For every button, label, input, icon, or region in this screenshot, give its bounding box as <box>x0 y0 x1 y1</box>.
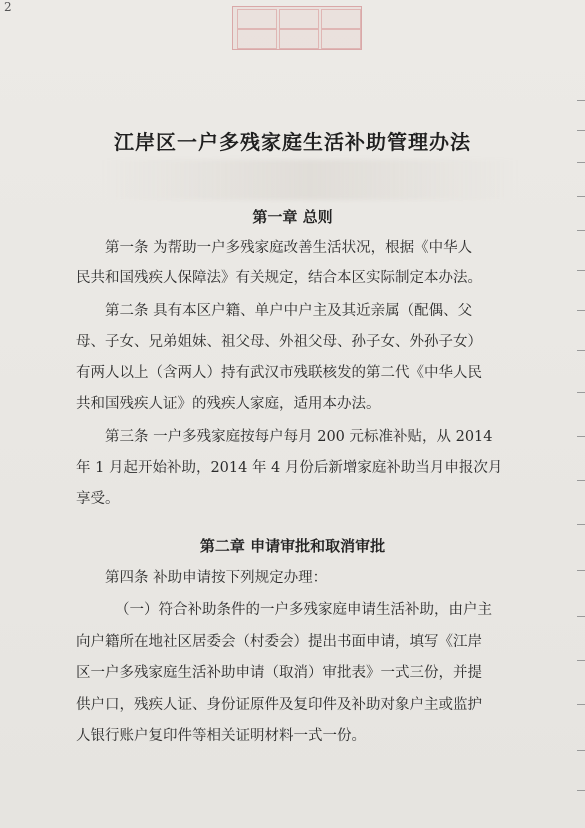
article-4-line-5: 供户口，残疾人证、身份证原件及复印件及补助对象户主或监护 <box>76 697 482 713</box>
article-4-line-4: 区一户多残家庭生活补助申请（取消）审批表》一式三份，并提 <box>76 665 482 681</box>
article-2-line-2: 母、子女、兄弟姐妹、祖父母、外祖父母、孙子女、外孙子女） <box>76 334 482 350</box>
article-3-line-1: 第三条 一户多残家庭按每户每月 200 元标准补贴，从 2014 <box>105 429 493 445</box>
document-title: 江岸区一户多残家庭生活补助管理办法 <box>114 130 471 154</box>
article-4-line-1: 第四条 补助申请按下列规定办理： <box>105 570 328 586</box>
chapter-2-heading: 第二章 申请审批和取消审批 <box>199 537 386 555</box>
red-stamp <box>232 6 362 50</box>
page-marker: 2 <box>4 0 12 14</box>
article-1-line-2: 民共和国残疾人保障法》有关规定，结合本区实际制定本办法。 <box>76 270 482 286</box>
article-2-line-1: 第二条 具有本区户籍、单户中户主及其近亲属（配偶、父 <box>105 303 473 319</box>
article-1-line-1: 第一条 为帮助一户多残家庭改善生活状况，根据《中华人 <box>105 240 473 256</box>
article-3-line-3: 享受。 <box>76 491 120 507</box>
show-through-shadow <box>100 160 520 200</box>
article-4-line-3: 向户籍所在地社区居委会（村委会）提出书面申请，填写《江岸 <box>76 634 482 650</box>
article-2-line-4: 共和国残疾人证》的残疾人家庭，适用本办法。 <box>76 396 381 412</box>
chapter-1-heading: 第一章 总则 <box>252 208 333 226</box>
article-4-line-2: （一）符合补助条件的一户多残家庭申请生活补助，由户主 <box>115 602 492 618</box>
article-4-line-6: 人银行账户复印件等相关证明材料一式一份。 <box>76 728 366 744</box>
right-edge-marks <box>577 100 585 800</box>
article-2-line-3: 有两人以上（含两人）持有武汉市残联核发的第二代《中华人民 <box>76 365 482 381</box>
article-3-line-2: 年 1 月起开始补助，2014 年 4 月份后新增家庭补助当月申报次月 <box>76 460 503 476</box>
